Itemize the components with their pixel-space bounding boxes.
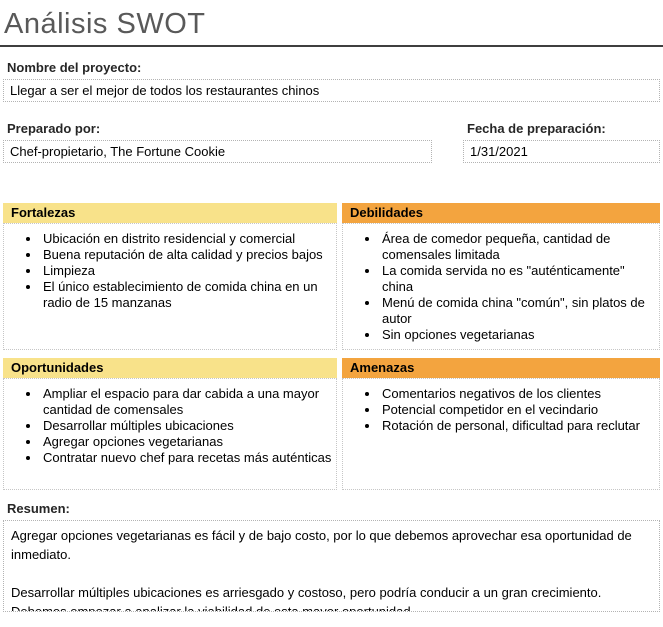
bullet-item: • Agregar opciones vegetarianas [41, 434, 336, 450]
threats-header: Amenazas [342, 358, 660, 378]
bullet-item: • Comentarios negativos de los clientes [380, 386, 659, 402]
prep-date-input[interactable] [463, 140, 660, 163]
strengths-list [4, 231, 336, 311]
bullet-item: • Ampliar el espacio para dar cabida a una mayor cantidad de comensales [41, 386, 336, 418]
strengths-header: Fortalezas [3, 203, 337, 223]
prep-date-label: Fecha de preparación: [467, 121, 606, 136]
summary-textarea[interactable] [3, 520, 660, 612]
page-title: Análisis SWOT [4, 8, 206, 40]
weaknesses-list [343, 231, 659, 343]
prepared-by-input[interactable] [3, 140, 432, 163]
bullet-item: • Área de comedor pequeña, cantidad de comensales limitada [380, 231, 659, 263]
bullet-item: • Potencial competidor en el vecindario [380, 402, 659, 418]
opportunities-header: Oportunidades [3, 358, 337, 378]
threats-list [343, 386, 659, 434]
bullet-item: • Sin opciones vegetarianas [380, 327, 659, 343]
bullet-item: • Contratar nuevo chef para recetas más auténticas [41, 450, 336, 466]
bullet-item: • El único establecimiento de comida china en un radio de 15 manzanas [41, 279, 336, 311]
weaknesses-body[interactable] [342, 223, 660, 350]
quadrant-strengths [3, 203, 337, 350]
project-name-label: Nombre del proyecto: [7, 60, 142, 75]
bullet-item: • Buena reputación de alta calidad y precios bajos [41, 247, 336, 263]
swot-page [0, 7, 663, 612]
bullet-item: • Rotación de personal, dificultad para reclutar [380, 418, 659, 434]
bullet-item: • Desarrollar múltiples ubicaciones [41, 418, 336, 434]
summary-label: Resumen: [7, 501, 70, 516]
opportunities-body[interactable] [3, 378, 337, 490]
bullet-item: • La comida servida no es "auténticamente" china [380, 263, 659, 295]
title-divider [0, 45, 663, 47]
bullet-item: • Menú de comida china "común", sin platos de autor [380, 295, 659, 327]
bullet-item: • Limpieza [41, 263, 336, 279]
strengths-body[interactable] [3, 223, 337, 350]
weaknesses-header: Debilidades [342, 203, 660, 223]
quadrant-opportunities [3, 358, 337, 490]
bullet-item: • Ubicación en distrito residencial y comercial [41, 231, 336, 247]
threats-body[interactable] [342, 378, 660, 490]
quadrant-weaknesses [342, 203, 660, 350]
quadrant-threats [342, 358, 660, 490]
project-name-input[interactable] [3, 79, 660, 102]
opportunities-list [4, 386, 336, 466]
swot-grid [3, 203, 660, 490]
prepared-by-label: Preparado por: [7, 121, 101, 136]
